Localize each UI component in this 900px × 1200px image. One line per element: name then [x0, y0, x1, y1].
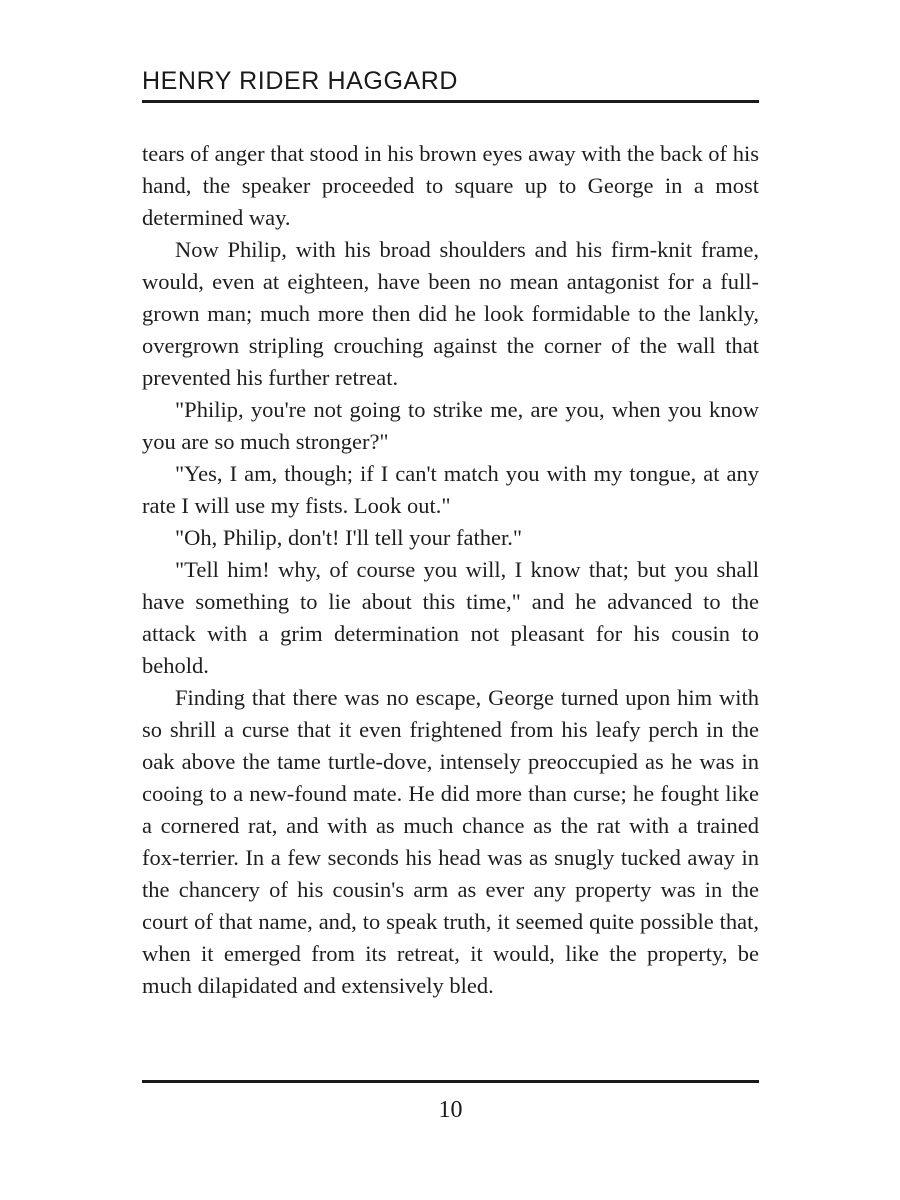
footer-rule: [142, 1080, 759, 1083]
paragraph: "Yes, I am, though; if I can't match you with my tongue, at any rate I will use my fists. Look out.": [142, 461, 759, 518]
page-number: 10: [438, 1097, 463, 1123]
paragraph: Finding that there was no escape, George turned upon him with so shrill a curse that it even frightened from his leafy perch in the oak above the tame turtle-dove, intensely preoccupied as he was in cooing to a new-found mate. He did more than curse; he fought like a cornered rat, and with as much chance as the rat with a trained fox-terrier. In a few seconds his head was as snugly tucked away in the chancery of his cousin's arm as ever any property was in the court of that name, and, to speak truth, it seemed quite possible that, when it emerged from its retreat, it would, like the property, be much dilapidated and extensively bled.: [142, 685, 759, 998]
body-text: [142, 138, 759, 1002]
paragraph: "Oh, Philip, don't! I'll tell your father.": [175, 525, 523, 550]
paragraph: Now Philip, with his broad shoulders and his firm-knit frame, would, even at eighteen, have been no mean antagonist for a full-grown man; much more then did he look formidable to the lankly, overgrown stripling crouching against the corner of the wall that prevented his further retreat.: [142, 237, 759, 390]
paragraph-continued: tears of anger that stood in his brown eyes away with the back of his hand, the speaker proceeded to square up to George in a most determined way.: [142, 141, 759, 230]
paragraph: "Philip, you're not going to strike me, are you, when you know you are so much stronger?": [142, 397, 759, 454]
paragraph: "Tell him! why, of course you will, I know that; but you shall have something to lie about this time," and he advanced to the attack with a grim determination not pleasant for his cousin to behold.: [142, 557, 759, 678]
running-header: HENRY RIDER HAGGARD: [142, 67, 459, 95]
book-page: [142, 0, 759, 1200]
header-rule: [142, 100, 759, 103]
